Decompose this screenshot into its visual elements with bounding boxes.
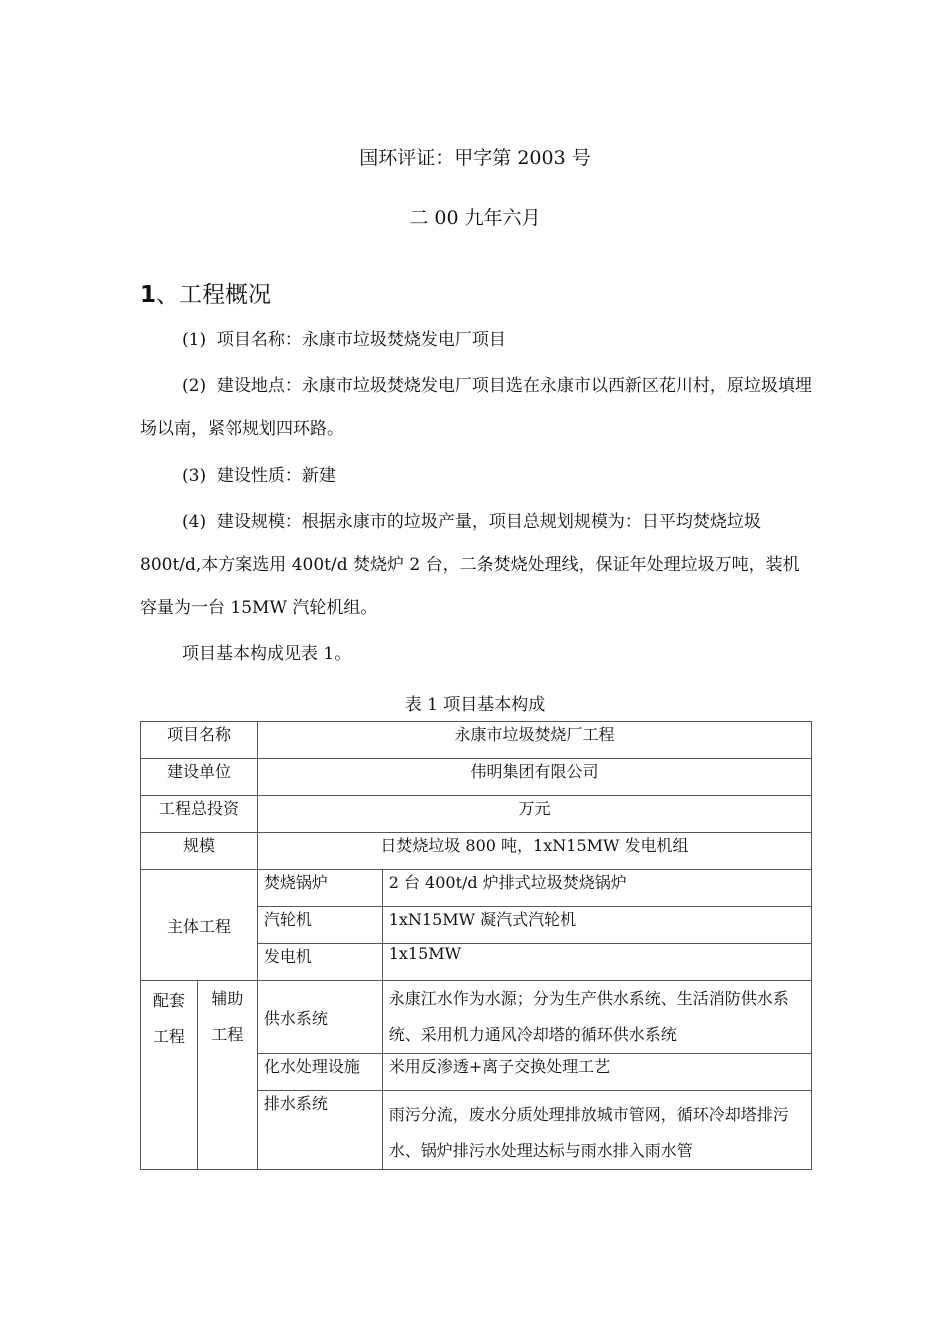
- row-label: 建设单位: [141, 759, 258, 796]
- item-number: (2): [182, 376, 207, 396]
- document-date: 二 00 九年六月: [409, 207, 541, 229]
- component-name: 供水系统: [257, 981, 382, 1054]
- item-number: (4): [182, 512, 207, 532]
- item-text: 建设性质：新建: [216, 466, 336, 486]
- table-row: [141, 833, 812, 870]
- auxiliary-project-label: 辅助工程: [197, 981, 257, 1170]
- table-row: [141, 796, 812, 833]
- project-composition-table: [140, 721, 812, 1170]
- component-name: 焚烧锅炉: [257, 870, 382, 907]
- component-desc: 2 台 400t/d 炉排式垃圾焚烧锅炉: [382, 870, 811, 907]
- section-heading: [140, 276, 271, 309]
- row-value: 万元: [257, 796, 811, 833]
- row-label: 项目名称: [141, 722, 258, 759]
- table-row: [141, 759, 812, 796]
- row-label: 工程总投资: [141, 796, 258, 833]
- component-desc: 米用反渗透+离子交换处理工艺: [382, 1054, 811, 1091]
- support-project-label: 配套工程: [141, 981, 198, 1170]
- item-3: [140, 455, 812, 498]
- table-caption: 表 1 项目基本构成: [404, 695, 546, 715]
- table-row: [141, 981, 812, 1054]
- row-value: 日焚烧垃圾 800 吨，1xN15MW 发电机组: [257, 833, 811, 870]
- approval-number: 国环评证：甲字第 2003 号: [359, 147, 591, 169]
- item-number: (1): [182, 330, 207, 350]
- component-name: 汽轮机: [257, 907, 382, 944]
- component-desc: 1x15MW: [382, 944, 811, 981]
- section-number: 1: [140, 282, 157, 308]
- row-value: 伟明集团有限公司: [257, 759, 811, 796]
- item-2: [140, 365, 812, 451]
- table-row: [141, 870, 812, 907]
- component-name: 化水处理设施: [257, 1054, 382, 1091]
- section-title: 、工程概况: [156, 282, 272, 308]
- component-desc: 永康江水作为水源；分为生产供水系统、生活消防供水系统、采用机力通风冷却塔的循环供水系统: [382, 981, 811, 1054]
- item-text: 建设地点：永康市垃圾焚烧发电厂项目选在永康市以西新区花川村，原垃圾填埋场以南，紧邻规划四环路。: [140, 376, 812, 439]
- component-desc: 雨污分流，废水分质处理排放城市管网，循环冷却塔排污水、锅炉排污水处理达标与雨水排入雨水管: [382, 1091, 811, 1170]
- row-label: 规模: [141, 833, 258, 870]
- item-text: 建设规模：根据永康市的垃圾产量，项目总规划规模为：日平均焚烧垃圾 800t/d,本方案选用 400t/d 焚烧炉 2 台，二条焚烧处理线，保证年处理垃圾万吨，装机容量为一台 15MW 汽轮机组。: [140, 512, 800, 618]
- item-1: [140, 319, 812, 362]
- main-project-label: 主体工程: [141, 870, 258, 981]
- component-desc: 1xN15MW 凝汽式汽轮机: [382, 907, 811, 944]
- table-row: [141, 722, 812, 759]
- component-name: 发电机: [257, 944, 382, 981]
- table-reference-text: 项目基本构成见表 1。: [182, 644, 352, 664]
- item-number: (3): [182, 466, 207, 486]
- row-value: 永康市垃圾焚烧厂工程: [257, 722, 811, 759]
- component-name: 排水系统: [257, 1091, 382, 1170]
- item-4: [140, 501, 812, 630]
- item-text: 项目名称：永康市垃圾焚烧发电厂项目: [216, 330, 506, 350]
- table-reference: [140, 633, 812, 676]
